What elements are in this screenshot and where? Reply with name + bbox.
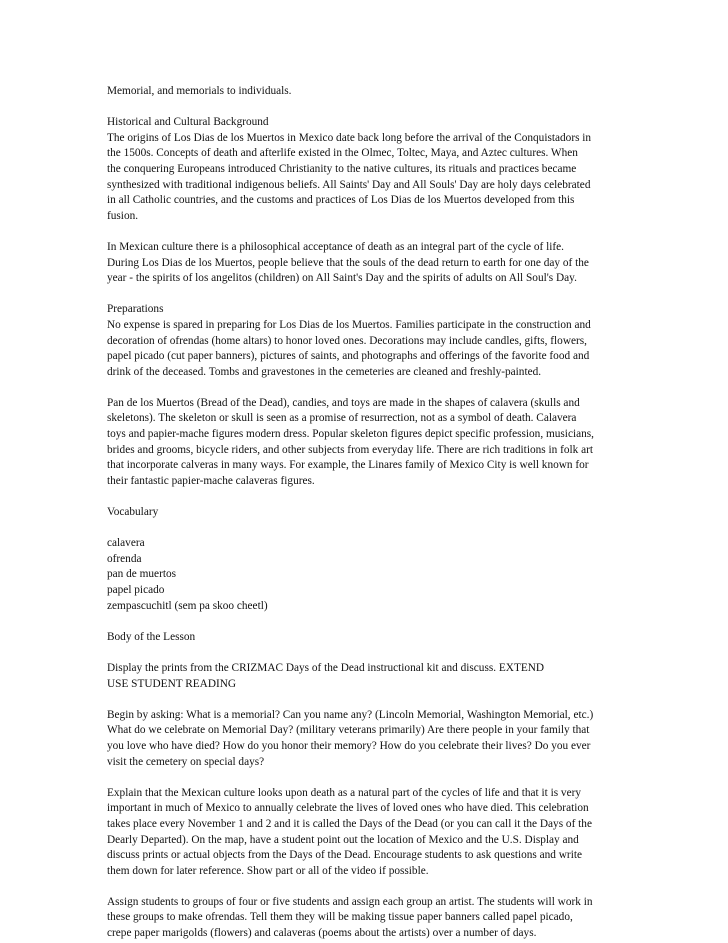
text-line: No expense is spared in preparing for Los Dias de los Muertos. Families participate in the construction and bbox=[107, 318, 591, 331]
paragraph bbox=[107, 505, 623, 521]
text-line: The origins of Los Dias de los Muertos in Mexico date back long before the arrival of the Conquistadors in bbox=[107, 131, 592, 144]
text-line: zempascuchitl (sem pa skoo cheetl) bbox=[107, 599, 268, 612]
text-line: skeletons). The skeleton or skull is seen as a promise of resurrection, not as a symbol of death. Calavera bbox=[107, 412, 577, 425]
paragraph-gap bbox=[107, 100, 623, 116]
text-line: toys and papier-mache figures modern dress. Popular skeleton figures depict specific profession, musicians, bbox=[107, 428, 594, 441]
paragraph bbox=[107, 302, 623, 380]
text-line: the conquering Europeans introduced Christianity to the native cultures, its rituals and practices became bbox=[107, 162, 577, 175]
text-line: Memorial, and memorials to individuals. bbox=[107, 85, 292, 97]
paragraph bbox=[107, 115, 623, 224]
paragraph-gap bbox=[107, 692, 623, 708]
text-line: brides and grooms, bicycle riders, and other subjects from everyday life. There are rich traditions in folk art bbox=[107, 443, 594, 456]
paragraph bbox=[107, 84, 623, 100]
paragraph-gap bbox=[107, 224, 623, 240]
paragraph bbox=[107, 895, 623, 942]
text-line: ofrenda bbox=[107, 552, 142, 565]
paragraph-gap bbox=[107, 489, 623, 505]
text-line: Body of the Lesson bbox=[107, 630, 196, 643]
paragraph bbox=[107, 786, 623, 880]
text-line: important in much of Mexico to annually celebrate the lives of loved ones who have died. This celebration bbox=[107, 802, 589, 815]
text-line: synthesized with traditional indigenous beliefs. All Saints' Day and All Souls' Day are holy days celebrated bbox=[107, 178, 591, 191]
text-line: year - the spirits of los angelitos (children) on All Saint's Day and the spirits of adults on All Soul's Day. bbox=[107, 272, 577, 285]
paragraph-gap bbox=[107, 614, 623, 630]
text-line: takes place every November 1 and 2 and it is called the Days of the Dead (or you can call it the Days of the bbox=[107, 817, 592, 830]
text-line: In Mexican culture there is a philosophical acceptance of death as an integral part of the cycle of life. bbox=[107, 240, 565, 253]
document-page bbox=[107, 84, 623, 942]
text-line: What do we celebrate on Memorial Day? (military veterans primarily) Are there people in your family that bbox=[107, 724, 590, 737]
paragraph bbox=[107, 396, 623, 490]
text-line: USE STUDENT READING bbox=[107, 677, 237, 690]
text-line: their fantastic papier-mache calaveras figures. bbox=[107, 474, 315, 487]
paragraph bbox=[107, 240, 623, 287]
text-line: that incorporate calveras in many ways. For example, the Linares family of Mexico City is well known for bbox=[107, 459, 589, 472]
text-line: Explain that the Mexican culture looks upon death as a natural part of the cycles of life and that it is very bbox=[107, 786, 582, 799]
text-line: crepe paper marigolds (flowers) and calaveras (poems about the artists) over a number of days. bbox=[107, 927, 537, 940]
text-line: During Los Dias de los Muertos, people believe that the souls of the dead return to earth for one day of the bbox=[107, 256, 589, 269]
text-line: papel picado (cut paper banners), pictures of saints, and photographs and offerings of the favorite food and bbox=[107, 350, 590, 363]
text-line: Pan de los Muertos (Bread of the Dead), candies, and toys are made in the shapes of calavera (skulls and bbox=[107, 396, 580, 409]
paragraph-gap bbox=[107, 287, 623, 303]
text-line: Display the prints from the CRIZMAC Days of the Dead instructional kit and discuss. EXTEND bbox=[107, 661, 545, 674]
text-line: calavera bbox=[107, 537, 145, 550]
paragraph-gap bbox=[107, 770, 623, 786]
paragraph-gap bbox=[107, 521, 623, 537]
text-line: visit the cemetery on special days? bbox=[107, 755, 265, 768]
text-line: fusion. bbox=[107, 209, 139, 222]
paragraph bbox=[107, 708, 623, 770]
text-line: these groups to make ofrendas. Tell them they will be making tissue paper banners called papel picado, bbox=[107, 911, 573, 924]
text-line: drink of the deceased. Tombs and gravestones in the cemeteries are cleaned and freshly-painted. bbox=[107, 365, 542, 378]
text-line: discuss prints or actual objects from the Days of the Dead. Encourage students to ask questions and write bbox=[107, 849, 582, 862]
text-line: Vocabulary bbox=[107, 506, 159, 519]
text-line: Preparations bbox=[107, 303, 164, 316]
text-line: you love who have died? How do you honor their memory? How do you celebrate their lives? Do you ever bbox=[107, 739, 591, 752]
text-line: pan de muertos bbox=[107, 568, 177, 581]
text-line: Historical and Cultural Background bbox=[107, 116, 269, 129]
paragraph-gap bbox=[107, 879, 623, 895]
paragraph bbox=[107, 536, 623, 614]
text-line: the 1500s. Concepts of death and afterlife existed in the Olmec, Toltec, Maya, and Aztec cultures. When bbox=[107, 147, 578, 160]
paragraph bbox=[107, 630, 623, 646]
text-line: Dearly Departed). On the map, have a student point out the location of Mexico and the U.S. Display and bbox=[107, 833, 579, 846]
text-line: Begin by asking: What is a memorial? Can you name any? (Lincoln Memorial, Washington Memorial, etc.) bbox=[107, 708, 594, 721]
paragraph-gap bbox=[107, 380, 623, 396]
text-line: in all Catholic countries, and the customs and practices of Los Dias de los Muertos developed from this bbox=[107, 194, 575, 207]
text-line: decoration of ofrendas (home altars) to honor loved ones. Decorations may include candles, gifts, flowers, bbox=[107, 334, 587, 347]
paragraph-gap bbox=[107, 645, 623, 661]
paragraph bbox=[107, 661, 623, 692]
text-line: them down for later reference. Show part or all of the video if possible. bbox=[107, 864, 429, 877]
text-line: papel picado bbox=[107, 584, 165, 596]
text-line: Assign students to groups of four or five students and assign each group an artist. The students will work in bbox=[107, 895, 593, 908]
